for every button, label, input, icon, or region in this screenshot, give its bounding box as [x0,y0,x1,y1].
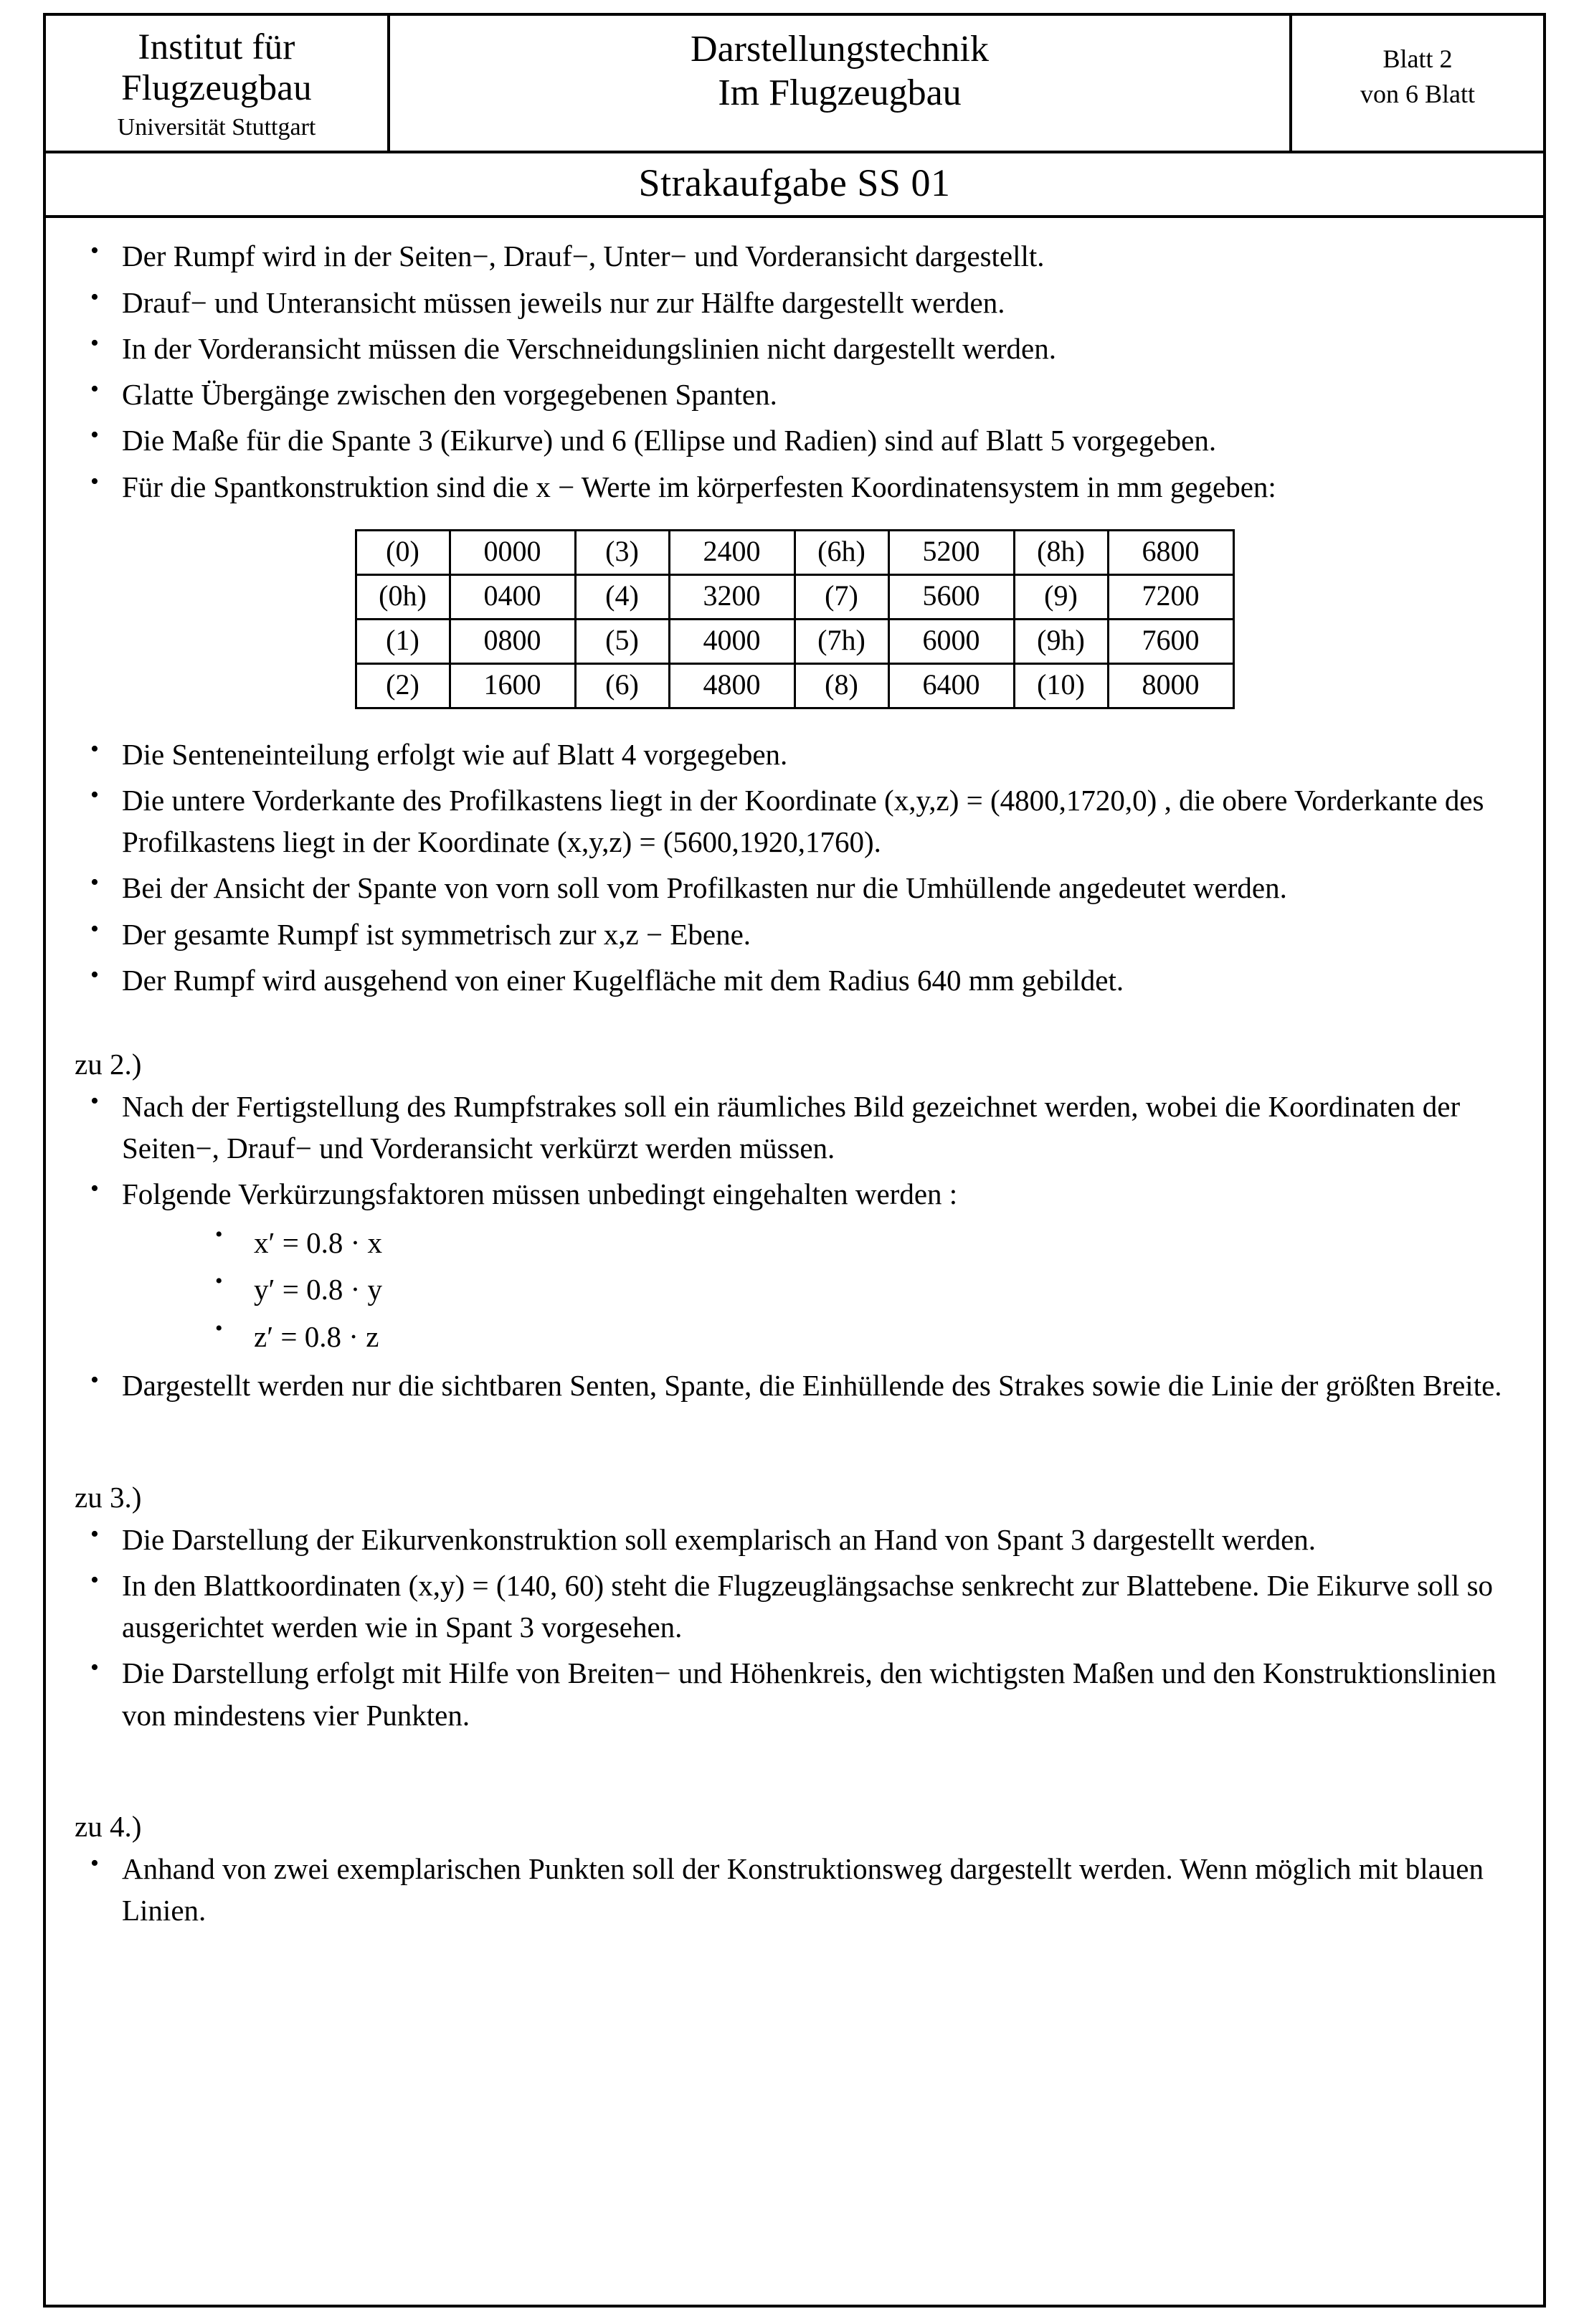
list-item: • x′ = 0.8 · x [75,1220,1514,1267]
zu-3-bullet-list [75,1519,1514,1736]
table-cell: (9) [1014,574,1108,619]
table-row [356,663,1233,708]
table-cell: (6h) [794,530,888,574]
table-cell: 5600 [888,574,1014,619]
table-row [356,574,1233,619]
zu-2-bullet-list-after [75,1365,1514,1406]
list-item: • In der Vorderansicht müssen die Verschneidungslinien nicht dargestellt werden. [75,328,1514,369]
course-title-line-2: Im Flugzeugbau [718,72,962,114]
list-item: • Die Senteneinteilung erfolgt wie auf Blatt 4 vorgegeben. [75,734,1514,775]
header-course-block [390,16,1292,151]
x-values-table [355,529,1235,709]
document-page [43,13,1546,2308]
table-cell: (9h) [1014,619,1108,663]
table-cell: 1600 [450,663,575,708]
sheet-number: Blatt 2 [1382,44,1453,73]
institute-line-2: Flugzeugbau [121,68,312,109]
sheet-total: von 6 Blatt [1360,79,1475,108]
list-item: • Die Darstellung der Eikurvenkonstruktion soll exemplarisch an Hand von Spant 3 dargestellt werden. [75,1519,1514,1560]
list-item: • Glatte Übergänge zwischen den vorgegebenen Spanten. [75,374,1514,415]
list-item: • Dargestellt werden nur die sichtbaren Senten, Spante, die Einhüllende des Strakes sowie die Linie der größten Breite. [75,1365,1514,1406]
list-item: • Die Maße für die Spante 3 (Eikurve) und 6 (Ellipse und Radien) sind auf Blatt 5 vorgegeben. [75,419,1514,461]
list-item: • Für die Spantkonstruktion sind die x − Werte im körperfesten Koordinatensystem in mm gegeben: [75,466,1514,508]
table-cell: 6800 [1108,530,1233,574]
header-institute-block [46,16,390,151]
header-sheet-block [1292,16,1543,151]
assignment-title-band [46,153,1543,218]
table-cell: 4800 [669,663,794,708]
institute-university: Universität Stuttgart [117,114,316,141]
table-cell: (2) [356,663,450,708]
table-row [356,530,1233,574]
list-item: • Der gesamte Rumpf ist symmetrisch zur x,z − Ebene. [75,914,1514,955]
table-cell: (7h) [794,619,888,663]
table-cell: 7200 [1108,574,1233,619]
coordinate-table-wrapper [75,529,1514,709]
list-item: • Folgende Verkürzungsfaktoren müssen unbedingt eingehalten werden : [75,1173,1514,1215]
section-label-zu-2: zu 2.) [75,1048,142,1081]
zu-2-bullet-list [75,1086,1514,1215]
section-1-bullet-list [75,235,1514,507]
course-title-line-1: Darstellungstechnik [691,29,989,70]
list-item: • Der Rumpf wird in der Seiten−, Drauf−, Unter− und Vorderansicht dargestellt. [75,235,1514,277]
table-cell: 3200 [669,574,794,619]
table-cell: (0h) [356,574,450,619]
section-label-zu-3: zu 3.) [75,1480,142,1514]
table-cell: 8000 [1108,663,1233,708]
list-item: • Nach der Fertigstellung des Rumpfstrakes soll ein räumliches Bild gezeichnet werden, wobei die Koordinaten der Seiten−, Drauf− und Vorderansicht verkürzt werden müssen. [75,1086,1514,1169]
zu-4-bullet-list [75,1848,1514,1931]
document-header [46,16,1543,153]
table-cell: (8) [794,663,888,708]
table-cell: (5) [575,619,669,663]
table-cell: 7600 [1108,619,1233,663]
table-cell: (1) [356,619,450,663]
list-item: • Drauf− und Unteransicht müssen jeweils nur zur Hälfte dargestellt werden. [75,282,1514,323]
section-label-zu-4: zu 4.) [75,1809,142,1843]
table-cell: 0400 [450,574,575,619]
table-row [356,619,1233,663]
table-cell: (6) [575,663,669,708]
list-item: • Anhand von zwei exemplarischen Punkten soll der Konstruktionsweg dargestellt werden. Wenn möglich mit blauen Linien. [75,1848,1514,1931]
list-item: • Der Rumpf wird ausgehend von einer Kugelfläche mit dem Radius 640 mm gebildet. [75,959,1514,1001]
table-cell: (10) [1014,663,1108,708]
table-cell: (7) [794,574,888,619]
list-item: • Die Darstellung erfolgt mit Hilfe von Breiten− und Höhenkreis, den wichtigsten Maßen und den Konstruktionslinien von mindestens vier Punkten. [75,1652,1514,1735]
table-cell: 5200 [888,530,1014,574]
page-title: Strakaufgabe SS 01 [638,161,951,205]
table-cell: 4000 [669,619,794,663]
list-item: • In den Blattkoordinaten (x,y) = (140, 60) steht die Flugzeuglängsachse senkrecht zur Blattebene. Die Eikurve soll so ausgerichtet werden wie in Spant 3 vorgesehen. [75,1565,1514,1648]
list-item: • Die untere Vorderkante des Profilkastens liegt in der Koordinate (x,y,z) = (4800,1720,0) , die obere Vorderkante des Profilkastens liegt in der Koordinate (x,y,z) = (5600,1920,1760). [75,779,1514,863]
reduction-factor-list [75,1220,1514,1361]
list-item: • Bei der Ansicht der Spante von vorn soll vom Profilkasten nur die Umhüllende angedeutet werden. [75,867,1514,909]
list-item: • z′ = 0.8 · z [75,1314,1514,1361]
table-cell: (8h) [1014,530,1108,574]
table-cell: (4) [575,574,669,619]
institute-line-1: Institut für [138,27,295,67]
document-body [46,218,1543,1931]
table-cell: 6000 [888,619,1014,663]
section-2-bullet-list [75,734,1514,1001]
table-cell: (3) [575,530,669,574]
table-cell: (0) [356,530,450,574]
table-cell: 6400 [888,663,1014,708]
table-cell: 0800 [450,619,575,663]
table-cell: 0000 [450,530,575,574]
list-item: • y′ = 0.8 · y [75,1266,1514,1314]
table-cell: 2400 [669,530,794,574]
